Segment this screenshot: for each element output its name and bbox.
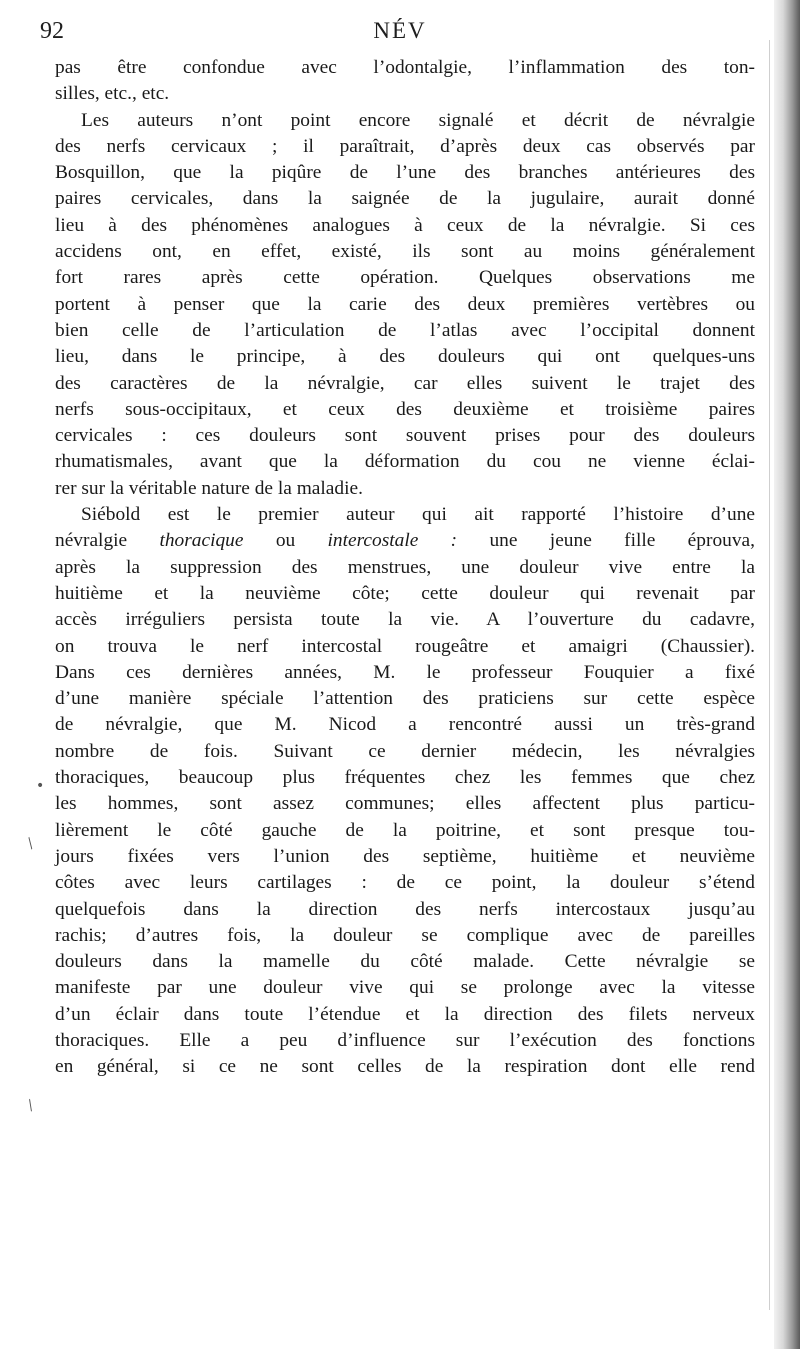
- text-line: nombre de fois. Suivant ce dernier médecin, les névralgies: [55, 740, 755, 762]
- margin-dot-mark: •: [36, 778, 45, 794]
- text-line: lièrement le côté gauche de la poitrine, et sont presque tou-: [55, 819, 755, 841]
- text-line: manifeste par une douleur vive qui se prolonge avec la vitesse: [55, 977, 755, 999]
- text-line: accidens ont, en effet, existé, ils sont au moins généralement: [55, 241, 755, 263]
- text-line: thoraciques, beaucoup plus fréquentes chez les femmes que chez: [55, 767, 755, 789]
- text-line: rer sur la véritable nature de la maladie.: [55, 477, 363, 499]
- text-line: rhumatismales, avant que la déformation du cou ne vienne éclai-: [55, 451, 755, 473]
- text-line: paires cervicales, dans la saignée de la jugulaire, aurait donné: [55, 188, 755, 210]
- text-line: on trouva le nerf intercostal rougeâtre et amaigri (Chaussier).: [55, 635, 755, 657]
- text-line: en général, si ce ne sont celles de la respiration dont elle rend: [55, 1056, 755, 1078]
- text-line: des caractères de la névralgie, car elles suivent le trajet des: [55, 372, 755, 394]
- text-line: Les auteurs n’ont point encore signalé et décrit de névralgie: [81, 109, 755, 131]
- text-line: Siébold est le premier auteur qui ait rapporté l’histoire d’une: [81, 504, 755, 526]
- text-line: huitième et la neuvième côte; cette douleur qui revenait par: [55, 582, 755, 604]
- text-line: les hommes, sont assez communes; elles affectent plus particu-: [55, 793, 755, 815]
- text-line: d’un éclair dans toute l’étendue et la direction des filets nerveux: [55, 1003, 755, 1025]
- text-line: accès irréguliers persista toute la vie. A l’ouverture du cadavre,: [55, 609, 755, 631]
- running-head: NÉV: [373, 18, 427, 43]
- text-line: quelquefois dans la direction des nerfs intercostaux jusqu’au: [55, 898, 755, 920]
- text-line: cervicales : ces douleurs sont souvent prises pour des douleurs: [55, 425, 755, 447]
- text-line: des nerfs cervicaux ; il paraîtrait, d’après deux cas observés par: [55, 135, 755, 157]
- text-line: de névralgie, que M. Nicod a rencontré aussi un très-grand: [55, 714, 755, 736]
- text-line: thoraciques. Elle a peu d’influence sur l’exécution des fonctions: [55, 1029, 755, 1051]
- text-line: rachis; d’autres fois, la douleur se complique avec de pareilles: [55, 924, 755, 946]
- text-line: Bosquillon, que la piqûre de l’une des branches antérieures des: [55, 162, 755, 184]
- margin-slash-mark: ⁄: [25, 1099, 38, 1113]
- text-line: d’une manière spéciale l’attention des praticiens sur cette espèce: [55, 688, 755, 710]
- text-line: côtes avec leurs cartilages : de ce point, la douleur s’étend: [55, 872, 755, 894]
- body-text: [55, 55, 755, 1081]
- text-line: fort rares après cette opération. Quelques observations me: [55, 267, 755, 289]
- margin-slash-mark: ⁄: [24, 837, 38, 851]
- text-line: Dans ces dernières années, M. le professeur Fouquier a fixé: [55, 661, 755, 683]
- text-line: douleurs dans la mamelle du côté malade. Cette névralgie se: [55, 951, 755, 973]
- text-line: névralgie thoracique ou intercostale : une jeune fille éprouva,: [55, 530, 755, 552]
- book-spine-shadow: [774, 0, 800, 1349]
- text-line: jours fixées vers l’union des septième, huitième et neuvième: [55, 845, 755, 867]
- page-header: [40, 18, 760, 52]
- text-line: après la suppression des menstrues, une douleur vive entre la: [55, 556, 755, 578]
- page-edge-line: [769, 40, 770, 1310]
- text-line: pas être confondue avec l’odontalgie, l’inflammation des ton-: [55, 57, 755, 78]
- text-line: bien celle de l’articulation de l’atlas avec l’occipital donnent: [55, 319, 755, 341]
- text-line: silles, etc., etc.: [55, 83, 170, 105]
- text-line: nerfs sous-occipitaux, et ceux des deuxième et troisième paires: [55, 398, 755, 420]
- text-line: portent à penser que la carie des deux premières vertèbres ou: [55, 293, 755, 315]
- text-line: lieu, dans le principe, à des douleurs qui ont quelques-uns: [55, 346, 755, 368]
- text-line: lieu à des phénomènes analogues à ceux de la névralgie. Si ces: [55, 214, 755, 236]
- page-number: 92: [40, 18, 64, 44]
